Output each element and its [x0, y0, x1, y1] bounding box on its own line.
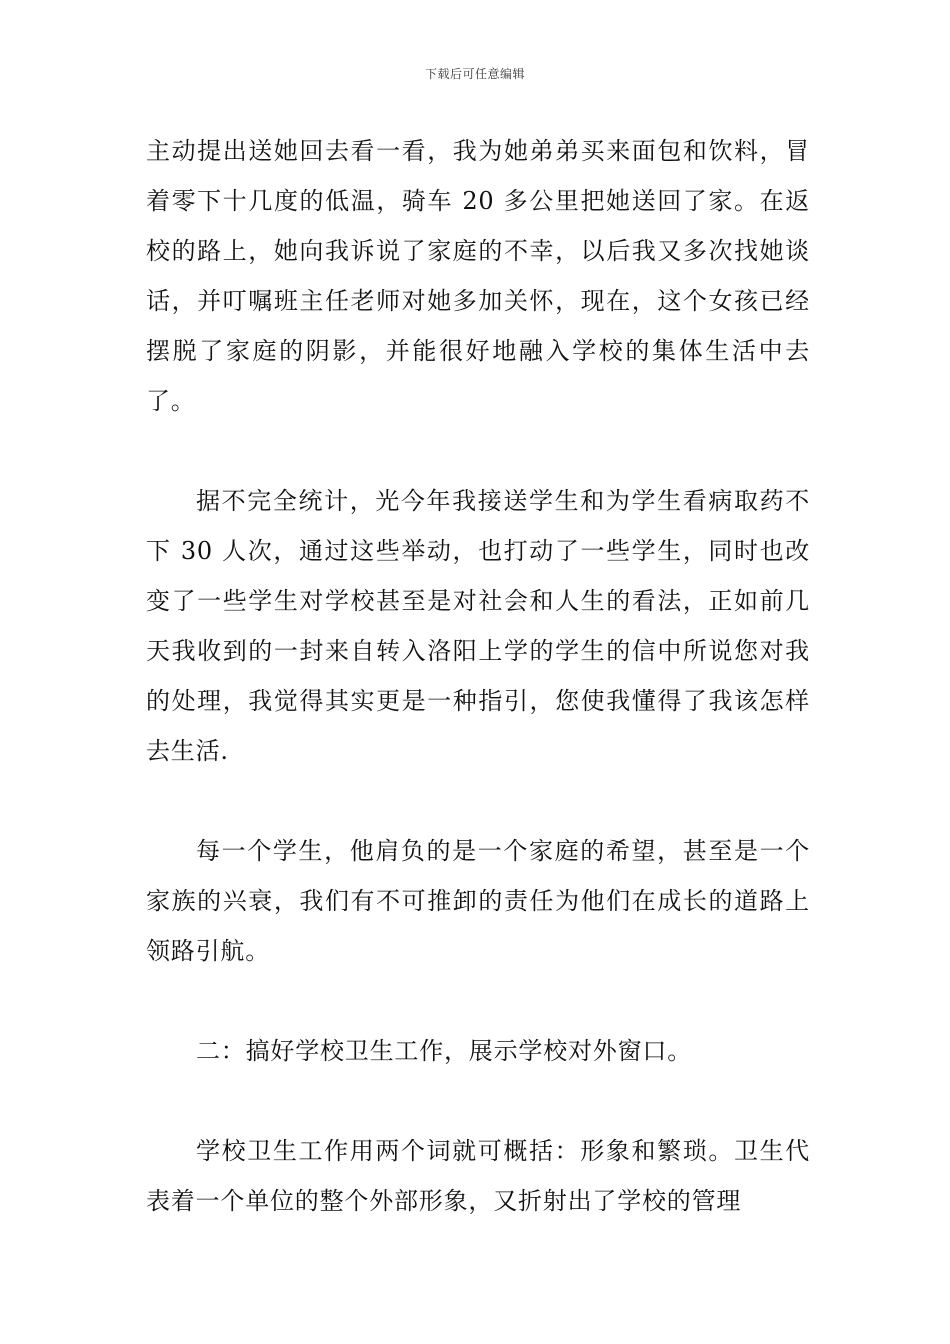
paragraph-4: 学校卫生工作用两个词就可概括：形象和繁琐。卫生代表着一个单位的整个外部形象，又折射出了学校的管理: [146, 1137, 810, 1215]
paragraph-1: 主动提出送她回去看一看，我为她弟弟买来面包和饮料，冒着零下十几度的低温，骑车 20 多公里把她送回了家。在返校的路上，她向我诉说了家庭的不幸，以后我又多次找她谈话，并叮嘱班主任老师对她多加关怀，现在，这个女孩已经摆脱了家庭的阴影，并能很好地融入学校的集体生活中去了。: [146, 137, 810, 415]
paragraph-2: 据不完全统计，光今年我接送学生和为学生看病取药不下 30 人次，通过这些举动，也打动了一些学生，同时也改变了一些学生对学校甚至是对社会和人生的看法，正如前几天我收到的一封来自转入洛阳上学的学生的信中所说您对我的处理，我觉得其实更是一种指引，您使我懂得了我该怎样去生活.: [146, 487, 810, 765]
paragraph-3: 每一个学生，他肩负的是一个家庭的希望，甚至是一个家族的兴衰，我们有不可推卸的责任为他们在成长的道路上领路引航。: [146, 837, 810, 965]
section-heading: 二：搞好学校卫生工作，展示学校对外窗口。: [196, 1037, 692, 1065]
document-body: [146, 126, 810, 1226]
page-header: 下载后可任意编辑: [424, 67, 525, 81]
